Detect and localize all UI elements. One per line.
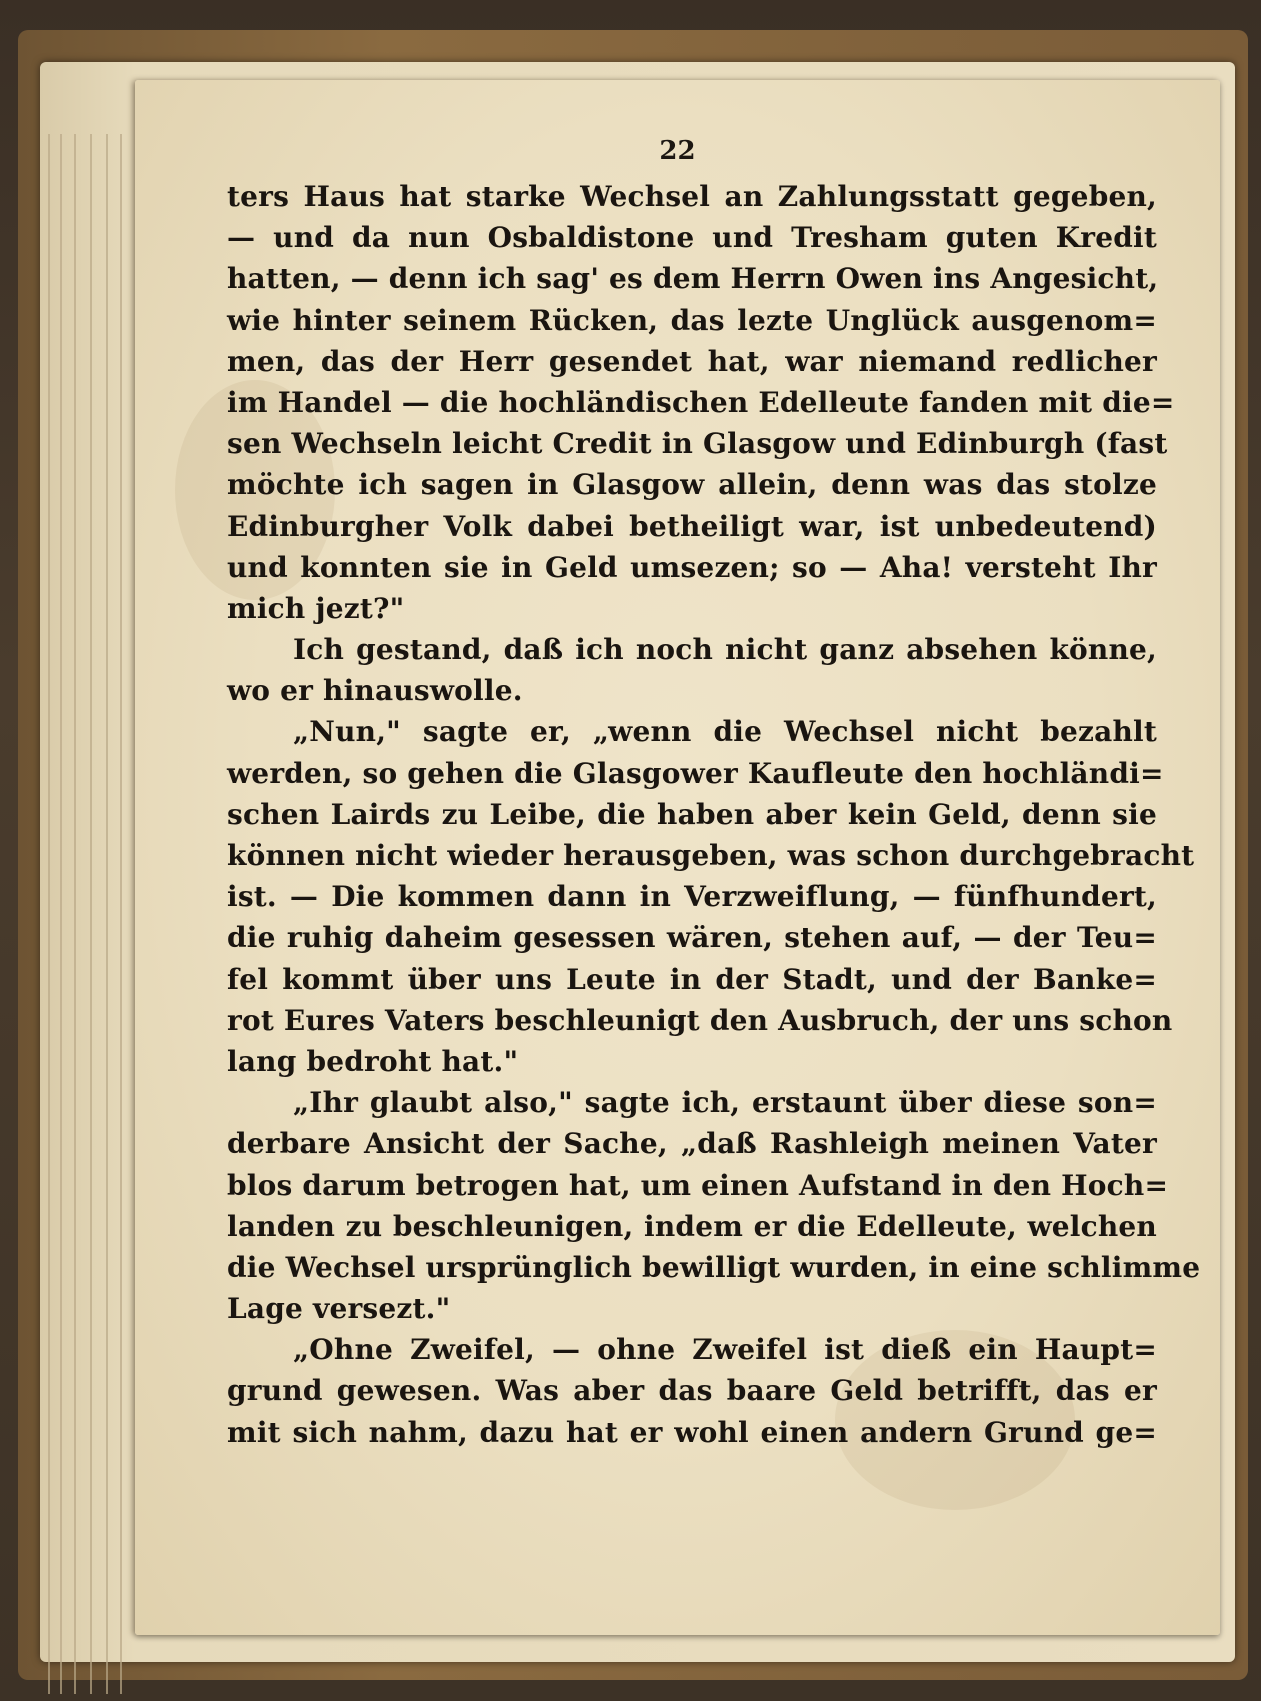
page-edge-line bbox=[90, 134, 92, 1694]
page-edge-line bbox=[74, 134, 76, 1694]
text-line: möchte ich sagen in Glasgow allein, denn was das stolze bbox=[227, 468, 1157, 502]
page-text bbox=[227, 176, 1201, 1453]
text-line: Edinburgher Volk dabei betheiligt war, ist unbedeutend) bbox=[227, 509, 1157, 543]
text-line: mit sich nahm, dazu hat er wohl einen andern Grund ge= bbox=[227, 1415, 1157, 1449]
text-line: im Handel — die hochländischen Edelleute fanden mit die= bbox=[227, 385, 1175, 419]
text-line: wo er hinauswolle. bbox=[227, 674, 523, 708]
text-line: ters Haus hat starke Wechsel an Zahlungsstatt gegeben, bbox=[227, 180, 1157, 213]
text-line: mich jezt?" bbox=[227, 591, 405, 625]
text-line: fel kommt über uns Leute in der Stadt, und der Banke= bbox=[227, 962, 1157, 996]
text-line: die Wechsel ursprünglich bewilligt wurden, in eine schlimme bbox=[227, 1250, 1201, 1284]
text-line: rot Eures Vaters beschleunigt den Ausbruch, der uns schon bbox=[227, 1003, 1173, 1037]
page-edge-line bbox=[48, 134, 50, 1694]
text-line: landen zu beschleunigen, indem er die Edelleute, welchen bbox=[227, 1209, 1157, 1243]
text-line: blos darum betrogen hat, um einen Aufstand in den Hoch= bbox=[227, 1168, 1169, 1202]
text-line: schen Lairds zu Leibe, die haben aber kein Geld, denn sie bbox=[227, 797, 1157, 831]
text-line: hatten, — denn ich sag' es dem Herrn Owen ins Angesicht, bbox=[227, 262, 1159, 296]
text-line: lang bedroht hat." bbox=[227, 1044, 519, 1078]
text-line: „Ihr glaubt also," sagte ich, erstaunt über diese son= bbox=[293, 1086, 1157, 1120]
page-number: 22 bbox=[659, 136, 696, 166]
text-line: wie hinter seinem Rücken, das lezte Unglück ausgenom= bbox=[227, 303, 1157, 337]
text-line: grund gewesen. Was aber das baare Geld betrifft, das er bbox=[227, 1374, 1157, 1408]
text-line: derbare Ansicht der Sache, „daß Rashleigh meinen Vater bbox=[227, 1127, 1157, 1161]
text-line: ist. — Die kommen dann in Verzweiflung, — fünfhundert, bbox=[227, 880, 1157, 914]
page-edge-line bbox=[106, 134, 108, 1694]
text-line: men, das der Herr gesendet hat, war niemand redlicher bbox=[227, 344, 1157, 378]
text-line: werden, so gehen die Glasgower Kaufleute den hochländi= bbox=[227, 756, 1164, 790]
page-edge-line bbox=[60, 134, 62, 1694]
text-line: Lage versezt." bbox=[227, 1292, 451, 1326]
text-line: und konnten sie in Geld umsezen; so — Aha! versteht Ihr bbox=[227, 550, 1157, 584]
text-line: sen Wechseln leicht Credit in Glasgow und Edinburgh (fast bbox=[227, 427, 1168, 461]
text-line: „Nun," sagte er, „wenn die Wechsel nicht bezahlt bbox=[293, 715, 1157, 749]
page-edge-line bbox=[120, 134, 122, 1694]
text-line: „Ohne Zweifel, — ohne Zweifel ist dieß ein Haupt= bbox=[293, 1333, 1157, 1367]
text-line: können nicht wieder herausgeben, was schon durchgebracht bbox=[227, 839, 1195, 872]
text-line: — und da nun Osbaldistone und Tresham guten Kredit bbox=[227, 221, 1157, 255]
book-page bbox=[135, 80, 1220, 1635]
text-line: die ruhig daheim gesessen wären, stehen auf, — der Teu= bbox=[227, 921, 1157, 955]
text-line: Ich gestand, daß ich noch nicht ganz absehen könne, bbox=[293, 633, 1157, 667]
